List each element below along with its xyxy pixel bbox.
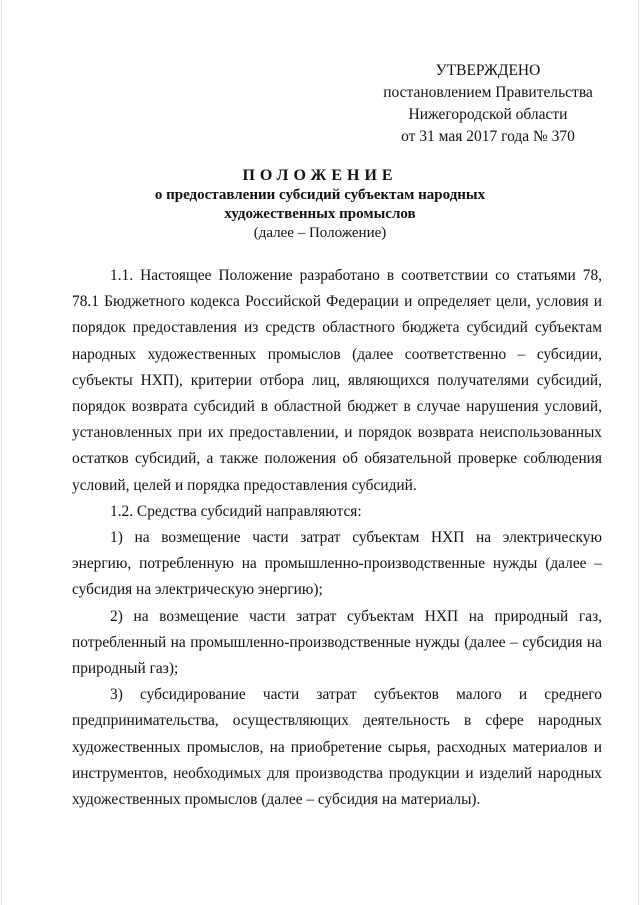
approval-date: от 31 мая 2017 года № 370 [401,128,575,145]
document-title [100,166,540,243]
scan-edge-right [638,0,639,905]
list-item-1: 1) на возмещение части затрат субъектам НХП на электрическую энергию, потребленную на промышленно-производственные нужды (далее – субсидия на электрическую энергию); [72,529,602,599]
approval-line: Нижегородской области [408,106,568,123]
approval-line: постановлением Правительства [383,84,593,101]
title-subtitle: художественных промыслов [224,206,416,222]
title-main: ПОЛОЖЕНИЕ [242,167,398,184]
approval-heading: УТВЕРЖДЕНО [435,62,541,79]
list-item-3: 3) субсидирование части затрат субъектов малого и среднего предпринимательства, осуществляющих деятельность в сфере народных художественных промыслов, на приобретение сырья, расходных материалов и инструментов, необходимых для производства продукции и изделий народных художественных промыслов (далее – субсидия на материалы). [72,686,602,809]
approval-stamp [378,60,598,148]
paragraph-1-1: 1.1. Настоящее Положение разработано в соответствии со статьями 78, 78.1 Бюджетного кодекса Российской Федерации и определяет цели, условия и порядок предоставления из средств областного бюджета субсидий субъектам народных художественных промыслов (далее соответственно – субсидии, субъекты НХП), критерии отбора лиц, являющихся получателями субсидий, порядок возврата субсидий в областной бюджет в случае нарушения условий, установленных при их предоставлении, и порядок возврата неиспользованных остатков субсидий, а также положения об обязательной проверке соблюдения условий, целей и порядка предоставления субсидий. [72,267,602,494]
scan-edge-left [1,0,2,905]
paragraph-1-2: 1.2. Средства субсидий направляются: [110,502,362,520]
list-item-2: 2) на возмещение части затрат субъектам НХП на природный газ, потребленный на промышленно-производственные нужды (далее – субсидия на природный газ); [72,607,602,678]
document-body [72,263,602,813]
title-subtitle: о предоставлении субсидий субъектам народных [154,187,486,203]
title-note: (далее – Положение) [253,225,387,241]
